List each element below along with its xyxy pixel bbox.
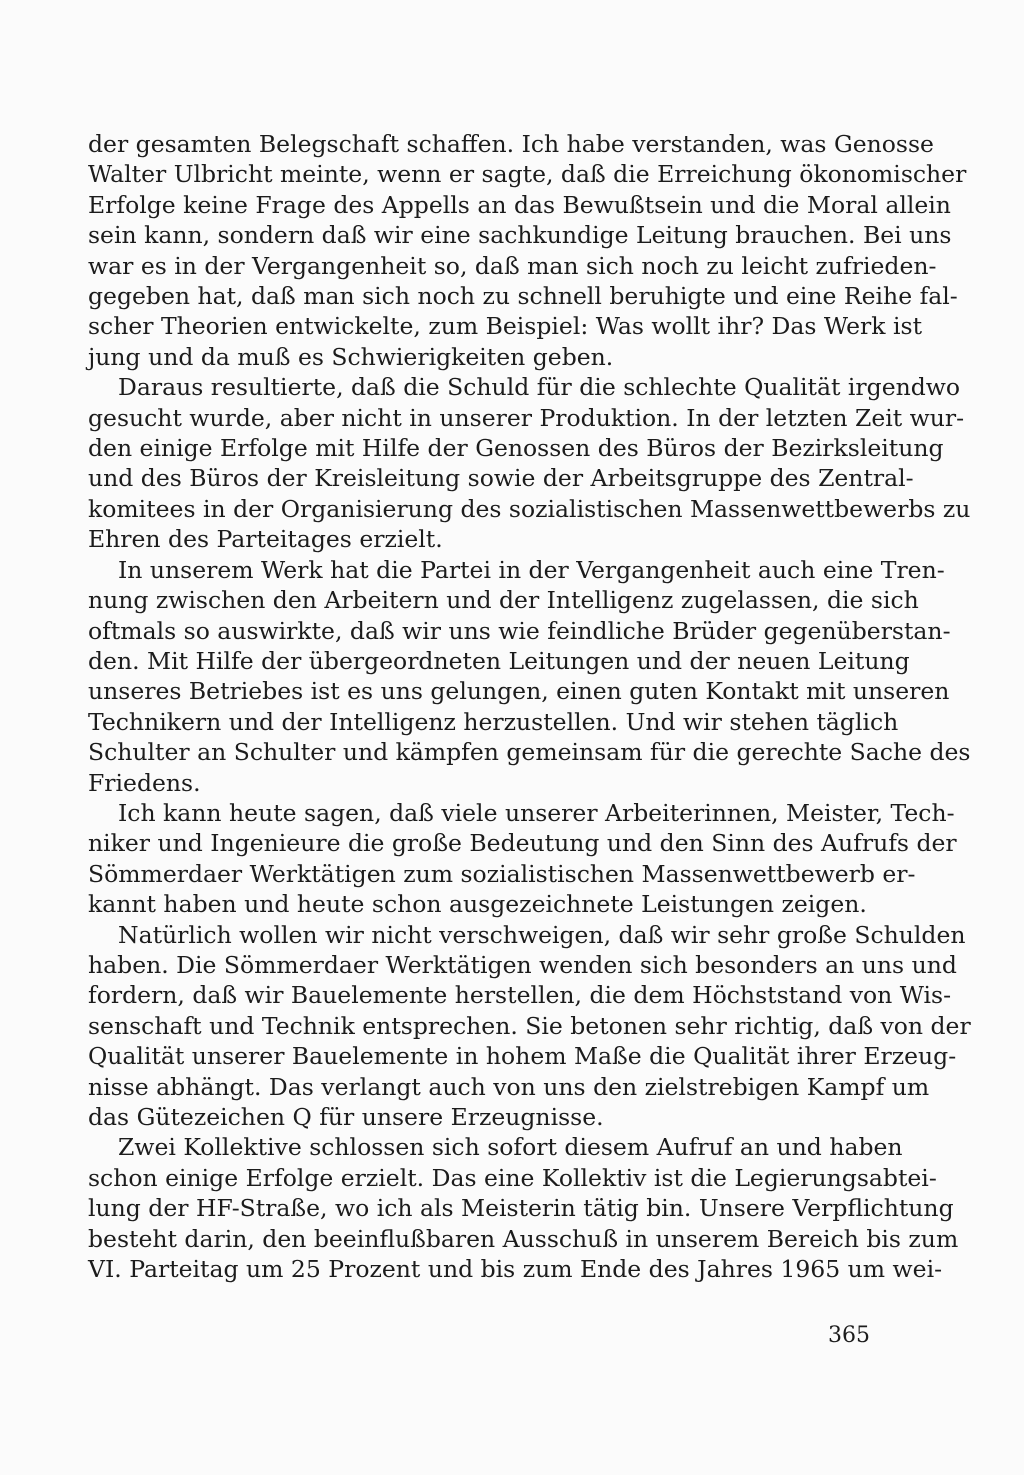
text-line: Ich kann heute sagen, daß viele unserer Arbeiterinnen, Meister, Tech- <box>118 798 955 827</box>
text-line: Schulter an Schulter und kämpfen gemeinsam für die gerechte Sache des <box>88 738 971 767</box>
text-line: nung zwischen den Arbeitern und der Intelligenz zugelassen, die sich <box>88 586 919 615</box>
paragraph <box>88 372 971 554</box>
text-line: haben. Die Sömmerdaer Werktätigen wenden sich besonders an uns und <box>88 950 957 979</box>
text-line: Daraus resultierte, daß die Schuld für die schlechte Qualität irgendwo <box>118 373 961 402</box>
paragraph <box>88 798 957 920</box>
text-line: Friedens. <box>88 768 201 797</box>
text-line: kannt haben und heute schon ausgezeichnete Leistungen zeigen. <box>88 890 867 919</box>
text-line: fordern, daß wir Bauelemente herstellen, die dem Höchststand von Wis- <box>88 981 952 1010</box>
text-line: war es in der Vergangenheit so, daß man sich noch zu leicht zufrieden- <box>88 251 937 280</box>
body-text <box>88 129 971 1284</box>
text-line: Technikern und der Intelligenz herzustellen. Und wir stehen täglich <box>88 707 899 736</box>
text-line: Erfolge keine Frage des Appells an das Bewußtsein und die Moral allein <box>88 190 951 219</box>
text-line: den. Mit Hilfe der übergeordneten Leitungen und der neuen Leitung <box>88 646 910 675</box>
paragraph <box>88 129 967 372</box>
text-line: scher Theorien entwickelte, zum Beispiel: Was wollt ihr? Das Werk ist <box>88 312 923 341</box>
text-line: der gesamten Belegschaft schaffen. Ich habe verstanden, was Genosse <box>88 130 934 158</box>
text-line: oftmals so auswirkte, daß wir uns wie feindliche Brüder gegenüberstan- <box>88 616 951 645</box>
text-line: lung der HF-Straße, wo ich als Meisterin tätig bin. Unsere Verpflichtung <box>88 1194 954 1223</box>
text-line: senschaft und Technik entsprechen. Sie betonen sehr richtig, daß von der <box>88 1011 971 1040</box>
paragraph <box>88 920 971 1133</box>
text-line: komitees in der Organisierung des sozialistischen Massenwettbewerbs zu <box>88 494 971 523</box>
text-line: jung und da muß es Schwierigkeiten geben. <box>88 342 614 371</box>
text-line: gesucht wurde, aber nicht in unserer Produktion. In der letzten Zeit wur- <box>88 403 965 432</box>
text-line: das Gütezeichen Q für unsere Erzeugnisse. <box>88 1103 604 1131</box>
text-line: Natürlich wollen wir nicht verschweigen, daß wir sehr große Schulden <box>118 920 966 949</box>
text-line: gegeben hat, daß man sich noch zu schnell beruhigte und eine Reihe fal- <box>88 282 958 311</box>
paragraph <box>88 555 971 798</box>
text-line: nisse abhängt. Das verlangt auch von uns den zielstrebigen Kampf um <box>88 1072 930 1101</box>
text-line: Qualität unserer Bauelemente in hohem Maße die Qualität ihrer Erzeug- <box>88 1042 957 1071</box>
text-line: den einige Erfolge mit Hilfe der Genossen des Büros der Bezirksleitung <box>88 434 944 463</box>
text-line: unseres Betriebes ist es uns gelungen, einen guten Kontakt mit unseren <box>88 677 950 706</box>
page-number: 365 <box>828 1323 870 1348</box>
text-line: und des Büros der Kreisleitung sowie der Arbeitsgruppe des Zentral- <box>88 464 914 493</box>
text-line: sein kann, sondern daß wir eine sachkundige Leitung brauchen. Bei uns <box>88 221 952 250</box>
text-line: VI. Parteitag um 25 Prozent und bis zum Ende des Jahres 1965 um wei- <box>88 1255 943 1284</box>
text-line: Ehren des Parteitages erzielt. <box>88 525 443 554</box>
text-line: Walter Ulbricht meinte, wenn er sagte, daß die Erreichung ökonomischer <box>88 160 967 189</box>
text-line: schon einige Erfolge erzielt. Das eine Kollektiv ist die Legierungsabtei- <box>88 1163 937 1192</box>
text-line: Sömmerdaer Werktätigen zum sozialistischen Massenwettbewerb er- <box>88 859 916 888</box>
text-line: besteht darin, den beeinflußbaren Ausschuß in unserem Bereich bis zum <box>88 1224 959 1253</box>
text-line: niker und Ingenieure die große Bedeutung und den Sinn des Aufrufs der <box>88 829 957 858</box>
text-line: In unserem Werk hat die Partei in der Vergangenheit auch eine Tren- <box>118 555 945 584</box>
paragraph <box>88 1132 959 1284</box>
text-line: Zwei Kollektive schlossen sich sofort diesem Aufruf an und haben <box>118 1133 903 1162</box>
